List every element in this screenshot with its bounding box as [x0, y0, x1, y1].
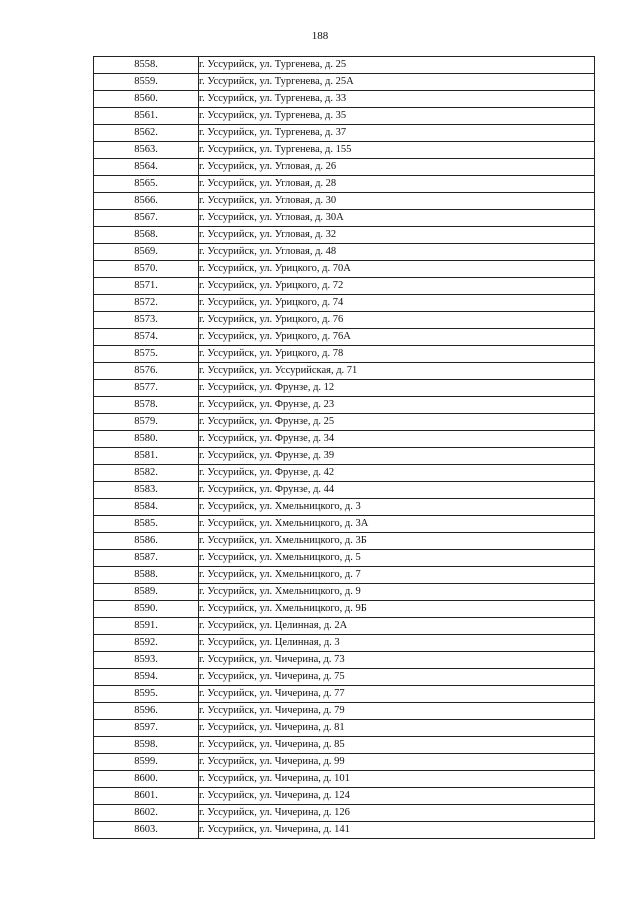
row-address: г. Уссурийск, ул. Фрунзе, д. 44 [199, 482, 595, 499]
row-number: 8602. [94, 805, 199, 822]
row-number: 8599. [94, 754, 199, 771]
row-address: г. Уссурийск, ул. Угловая, д. 32 [199, 227, 595, 244]
row-number: 8587. [94, 550, 199, 567]
row-number: 8595. [94, 686, 199, 703]
row-number: 8575. [94, 346, 199, 363]
table-row [94, 499, 595, 516]
row-number: 8583. [94, 482, 199, 499]
row-address: г. Уссурийск, ул. Урицкого, д. 74 [199, 295, 595, 312]
row-address: г. Уссурийск, ул. Фрунзе, д. 12 [199, 380, 595, 397]
row-number: 8597. [94, 720, 199, 737]
row-number: 8591. [94, 618, 199, 635]
table-row [94, 533, 595, 550]
row-number: 8573. [94, 312, 199, 329]
row-number: 8561. [94, 108, 199, 125]
table-row [94, 601, 595, 618]
table-row [94, 329, 595, 346]
row-number: 8565. [94, 176, 199, 193]
table-row [94, 176, 595, 193]
row-address: г. Уссурийск, ул. Чичерина, д. 73 [199, 652, 595, 669]
table-row [94, 57, 595, 74]
table-row [94, 465, 595, 482]
row-address: г. Уссурийск, ул. Чичерина, д. 79 [199, 703, 595, 720]
row-address: г. Уссурийск, ул. Хмельницкого, д. 5 [199, 550, 595, 567]
row-address: г. Уссурийск, ул. Урицкого, д. 76А [199, 329, 595, 346]
row-address: г. Уссурийск, ул. Угловая, д. 30А [199, 210, 595, 227]
row-address: г. Уссурийск, ул. Хмельницкого, д. 9 [199, 584, 595, 601]
table-row [94, 703, 595, 720]
table-row [94, 261, 595, 278]
row-address: г. Уссурийск, ул. Фрунзе, д. 23 [199, 397, 595, 414]
row-number: 8572. [94, 295, 199, 312]
table-row [94, 227, 595, 244]
row-address: г. Уссурийск, ул. Чичерина, д. 75 [199, 669, 595, 686]
table-row [94, 125, 595, 142]
table-row [94, 448, 595, 465]
row-address: г. Уссурийск, ул. Чичерина, д. 81 [199, 720, 595, 737]
row-number: 8576. [94, 363, 199, 380]
table-row [94, 210, 595, 227]
table-row [94, 91, 595, 108]
row-address: г. Уссурийск, ул. Чичерина, д. 77 [199, 686, 595, 703]
row-address: г. Уссурийск, ул. Фрунзе, д. 25 [199, 414, 595, 431]
table-row [94, 159, 595, 176]
table-row [94, 686, 595, 703]
row-address: г. Уссурийск, ул. Целинная, д. 3 [199, 635, 595, 652]
row-number: 8596. [94, 703, 199, 720]
table-row [94, 805, 595, 822]
row-number: 8570. [94, 261, 199, 278]
row-address: г. Уссурийск, ул. Угловая, д. 28 [199, 176, 595, 193]
row-address: г. Уссурийск, ул. Фрунзе, д. 34 [199, 431, 595, 448]
table-row [94, 652, 595, 669]
row-address: г. Уссурийск, ул. Тургенева, д. 37 [199, 125, 595, 142]
row-number: 8574. [94, 329, 199, 346]
row-address: г. Уссурийск, ул. Чичерина, д. 85 [199, 737, 595, 754]
row-number: 8560. [94, 91, 199, 108]
table-row [94, 142, 595, 159]
table-row [94, 346, 595, 363]
row-address: г. Уссурийск, ул. Хмельницкого, д. 3Б [199, 533, 595, 550]
table-row [94, 414, 595, 431]
row-number: 8567. [94, 210, 199, 227]
address-table [93, 56, 595, 839]
table-row [94, 482, 595, 499]
page-number: 188 [311, 30, 329, 42]
row-number: 8593. [94, 652, 199, 669]
row-address: г. Уссурийск, ул. Чичерина, д. 141 [199, 822, 595, 839]
row-address: г. Уссурийск, ул. Урицкого, д. 72 [199, 278, 595, 295]
row-number: 8594. [94, 669, 199, 686]
table-row [94, 669, 595, 686]
table-row [94, 567, 595, 584]
row-address: г. Уссурийск, ул. Урицкого, д. 70А [199, 261, 595, 278]
row-number: 8590. [94, 601, 199, 618]
table-row [94, 278, 595, 295]
table-row [94, 295, 595, 312]
row-number: 8585. [94, 516, 199, 533]
table-row [94, 618, 595, 635]
table-row [94, 720, 595, 737]
row-address: г. Уссурийск, ул. Тургенева, д. 155 [199, 142, 595, 159]
row-number: 8582. [94, 465, 199, 482]
row-number: 8558. [94, 57, 199, 74]
table-row [94, 822, 595, 839]
table-row [94, 74, 595, 91]
row-number: 8592. [94, 635, 199, 652]
row-address: г. Уссурийск, ул. Чичерина, д. 126 [199, 805, 595, 822]
table-row [94, 516, 595, 533]
row-address: г. Уссурийск, ул. Хмельницкого, д. 9Б [199, 601, 595, 618]
table-row [94, 737, 595, 754]
table-row [94, 363, 595, 380]
table-row [94, 771, 595, 788]
table-row [94, 431, 595, 448]
table-row [94, 754, 595, 771]
row-number: 8578. [94, 397, 199, 414]
row-address: г. Уссурийск, ул. Угловая, д. 26 [199, 159, 595, 176]
row-number: 8581. [94, 448, 199, 465]
row-number: 8577. [94, 380, 199, 397]
row-number: 8601. [94, 788, 199, 805]
row-address: г. Уссурийск, ул. Хмельницкого, д. 7 [199, 567, 595, 584]
table-row [94, 108, 595, 125]
row-number: 8569. [94, 244, 199, 261]
row-number: 8559. [94, 74, 199, 91]
row-number: 8580. [94, 431, 199, 448]
row-number: 8603. [94, 822, 199, 839]
row-address: г. Уссурийск, ул. Тургенева, д. 25 [199, 57, 595, 74]
row-address: г. Уссурийск, ул. Угловая, д. 30 [199, 193, 595, 210]
row-address: г. Уссурийск, ул. Угловая, д. 48 [199, 244, 595, 261]
row-address: г. Уссурийск, ул. Фрунзе, д. 42 [199, 465, 595, 482]
row-address: г. Уссурийск, ул. Чичерина, д. 99 [199, 754, 595, 771]
table-row [94, 244, 595, 261]
row-number: 8564. [94, 159, 199, 176]
row-address: г. Уссурийск, ул. Тургенева, д. 25А [199, 74, 595, 91]
row-address: г. Уссурийск, ул. Хмельницкого, д. 3А [199, 516, 595, 533]
row-address: г. Уссурийск, ул. Чичерина, д. 101 [199, 771, 595, 788]
table-row [94, 380, 595, 397]
row-number: 8571. [94, 278, 199, 295]
row-address: г. Уссурийск, ул. Хмельницкого, д. 3 [199, 499, 595, 516]
row-number: 8586. [94, 533, 199, 550]
address-table-body [94, 57, 595, 839]
row-address: г. Уссурийск, ул. Уссурийская, д. 71 [199, 363, 595, 380]
row-number: 8579. [94, 414, 199, 431]
table-row [94, 550, 595, 567]
row-number: 8600. [94, 771, 199, 788]
row-address: г. Уссурийск, ул. Тургенева, д. 33 [199, 91, 595, 108]
row-number: 8566. [94, 193, 199, 210]
row-address: г. Уссурийск, ул. Урицкого, д. 76 [199, 312, 595, 329]
row-number: 8562. [94, 125, 199, 142]
table-row [94, 584, 595, 601]
table-row [94, 397, 595, 414]
row-address: г. Уссурийск, ул. Целинная, д. 2А [199, 618, 595, 635]
row-address: г. Уссурийск, ул. Чичерина, д. 124 [199, 788, 595, 805]
row-address: г. Уссурийск, ул. Тургенева, д. 35 [199, 108, 595, 125]
row-number: 8584. [94, 499, 199, 516]
row-address: г. Уссурийск, ул. Фрунзе, д. 39 [199, 448, 595, 465]
table-row [94, 312, 595, 329]
table-row [94, 788, 595, 805]
row-number: 8598. [94, 737, 199, 754]
row-address: г. Уссурийск, ул. Урицкого, д. 78 [199, 346, 595, 363]
table-row [94, 193, 595, 210]
table-row [94, 635, 595, 652]
row-number: 8588. [94, 567, 199, 584]
row-number: 8563. [94, 142, 199, 159]
row-number: 8568. [94, 227, 199, 244]
row-number: 8589. [94, 584, 199, 601]
